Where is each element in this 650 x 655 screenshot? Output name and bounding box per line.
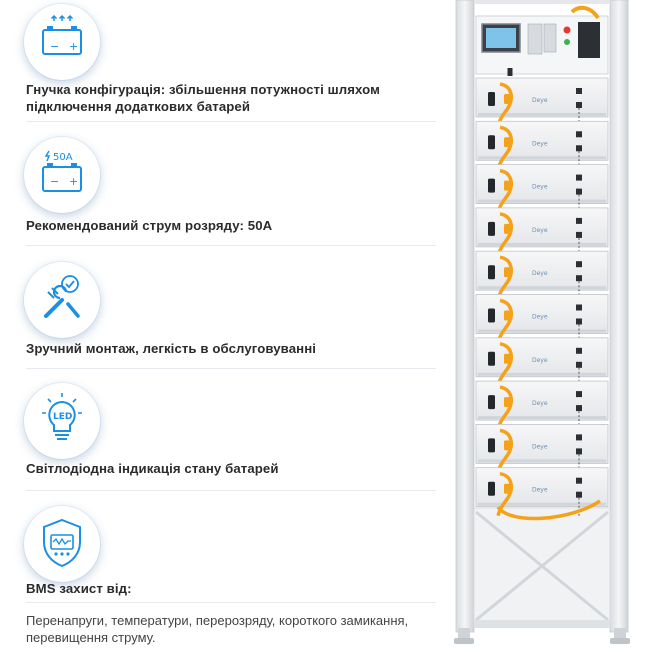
battery-module: [476, 121, 608, 170]
module-brand: Deye: [532, 443, 548, 451]
feature-label-line: Світлодіодна індикація стану батарей: [26, 461, 279, 476]
feature-icon-circle: [24, 383, 100, 459]
battery-module: [476, 165, 608, 214]
module-brand: Deye: [532, 183, 548, 191]
battery-module: [476, 295, 608, 344]
module-brand: Deye: [532, 486, 548, 494]
battery-module: [476, 78, 608, 127]
module-brand: Deye: [532, 140, 548, 148]
battery-rack-drawing: [450, 0, 640, 650]
battery-add-icon: [24, 4, 100, 80]
divider: [26, 602, 436, 603]
feature-label-line: BMS захист від:: [26, 581, 132, 596]
maintenance-tools-icon: [24, 262, 100, 338]
module-brand: Deye: [532, 97, 548, 104]
feature-icon-circle: [24, 137, 100, 213]
feature-icon-circle: [24, 506, 100, 582]
bms-description: Перенапруги, температури, перерозряду, короткого замикання, перевищення струму.: [26, 613, 409, 645]
feature-label: [26, 460, 279, 477]
feature-label: [26, 340, 316, 357]
divider: [26, 368, 436, 369]
battery-module: [476, 251, 608, 300]
module-brand: Deye: [532, 356, 548, 364]
feature-label: [26, 217, 272, 234]
divider: [26, 245, 436, 246]
module-brand: Deye: [532, 313, 548, 321]
feature-icon-circle: [24, 4, 100, 80]
module-brand: Deye: [532, 226, 548, 234]
svg-text:−: −: [50, 40, 60, 53]
led-badge-text: LED: [53, 412, 73, 422]
battery-module: [476, 208, 608, 257]
divider: [26, 490, 436, 491]
battery-module: [476, 338, 608, 387]
svg-text:+: +: [69, 40, 79, 53]
battery-rack-image: [450, 0, 640, 650]
feature-label: [26, 580, 132, 597]
feature-label-line: Рекомендований струм розряду: 50A: [26, 218, 273, 233]
feature-icon-circle: [24, 262, 100, 338]
feature-label-line: Гнучка конфігурація: збільшення потужності шляхом: [26, 82, 380, 97]
battery-current-icon: [24, 137, 100, 213]
battery-module: [476, 381, 608, 430]
current-badge-text: 50A: [53, 152, 73, 163]
module-brand: Deye: [532, 270, 548, 278]
bms-shield-icon: [24, 506, 100, 582]
divider: [26, 121, 436, 122]
feature-label-line: підключення додаткових батарей: [26, 99, 251, 114]
feature-label-line: Зручний монтаж, легкість в обслуговуванні: [26, 341, 317, 356]
svg-text:−: −: [50, 175, 60, 188]
module-brand: Deye: [532, 400, 548, 408]
battery-module: [476, 424, 608, 473]
svg-text:+: +: [69, 175, 79, 188]
led-bulb-icon: [24, 383, 100, 459]
feature-label: [26, 81, 380, 115]
